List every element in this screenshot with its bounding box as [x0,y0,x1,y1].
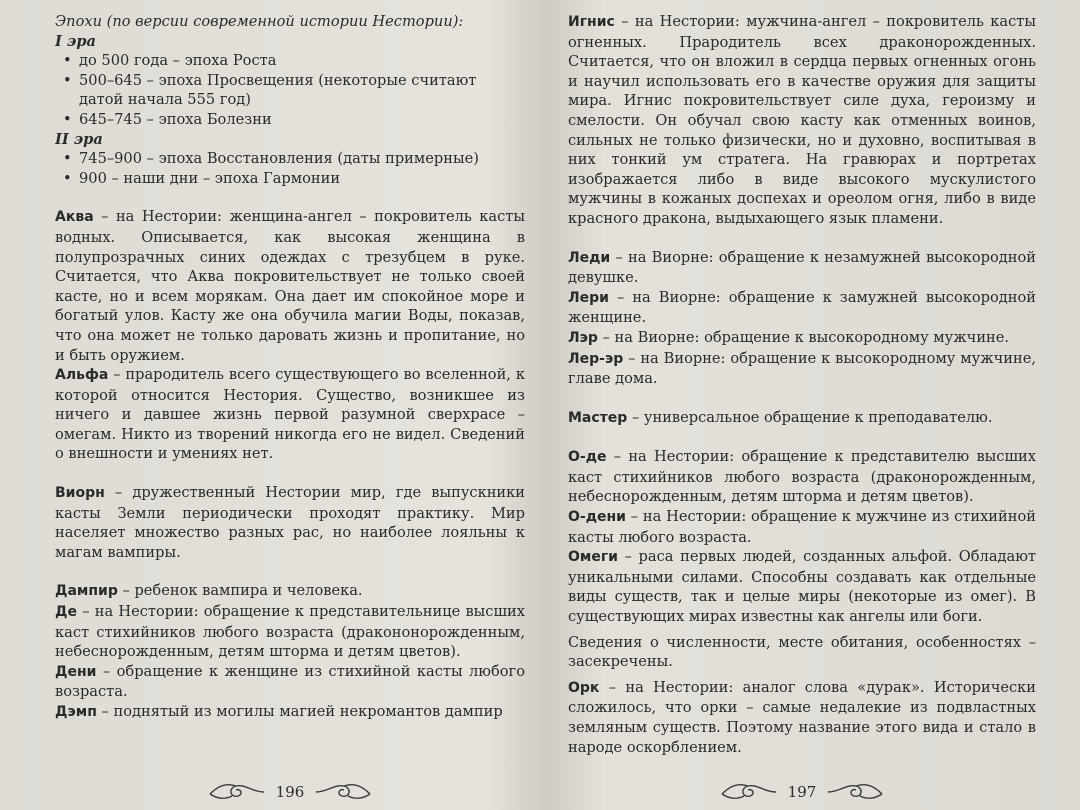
entry-term: Лери [568,289,609,306]
glossary-entry [568,678,1036,757]
entry-term: Игнис [568,14,615,30]
entry-text: – на Нестории: женщина-ангел – покровитель касты водных. Описывается, как высокая женщина в полупрозрачных синих одеждах с трезубцем в руке. Считается, что Аква покровительствует не только своей касте, но и всем морякам. Она дает им спокойное море и богатый улов. Касту же она обучила магии Воды, показав, что она может не только даровать жизнь и пропитание, но и быть оружием. [55,208,525,364]
entry-term: Мастер [568,409,628,426]
glossary-entry [568,447,1036,507]
glossary-entry [568,507,1036,547]
entry-text: – ребенок вампира и человека. [117,582,363,600]
glossary-entry [55,483,525,562]
entry-text: – на Виорне: обращение к замужней высокородной женщине. [568,288,1036,327]
entry-term: Аква [55,209,94,226]
entry-text: – на Нестории: аналог слова «дурак». Исторически сложилось, что орки – самые недалекие из подвластных земляным существ. Поэтому название этого вида и стало в народе оскорблением. [568,678,1036,756]
page-footer [55,780,525,804]
entry-text: – поднятый из могилы магией некромантов дампир [96,703,503,720]
flourish-ornament-left [206,780,266,804]
glossary-entry [568,349,1036,389]
entry-text: – на Нестории: обращение к представителю высших каст стихийников любого возраста (драконорожденным, небеснорожденным, детям шторма и детям цветов). [568,448,1036,506]
glossary-entry [568,328,1036,349]
glossary-entry [568,248,1036,288]
entry-term: Лэр [568,329,598,346]
entry-term: О-де [568,449,607,466]
entry-term: Дэмп [55,704,97,720]
entry-text: Сведения о численности, месте обитания, особенностях – засекречены. [568,633,1036,671]
glossary-entry [55,702,525,723]
left-page [55,0,525,810]
era-1-heading: I эра [55,32,96,50]
entry-term: Лер-эр [568,350,624,367]
list-item: • 500–645 – эпоха Просвещения (некоторые считают датой начала 555 год) [79,71,525,110]
entry-term: Альфа [55,367,109,384]
entry-text: – на Виорне: обращение к высокородному мужчине. [597,328,1010,346]
entry-term: Дени [55,663,97,680]
era-2-list [59,149,525,188]
entry-text: – прародитель всего существующего во вселенной, к которой относится Нестория. Существо, возникшее из ничего и давшее жизнь первой разумной сверхрасе – омегам. Никто из творений никогда его не видел. Сведений о внешности и умениях нет. [55,366,525,463]
glossary-entry [55,581,525,602]
epochs-title: Эпохи (по версии современной истории Нестории): [55,13,464,30]
list-item: • 745–900 – эпоха Восстановления (даты примерные) [79,149,525,169]
glossary-entry [568,408,1036,429]
page-number: 196 [275,783,305,801]
glossary-entry [568,547,1036,626]
entry-text: – дружественный Нестории мир, где выпускники касты Земли периодически проходят практику. Мир населяет множество разных рас, но наиболее лояльны к магам вампиры. [55,484,525,561]
entry-text: – на Нестории: мужчина-ангел – покровитель касты огненных. Прародитель всех драконорожденных. Считается, что он вложил в сердца первых огненных огонь и научил использовать его в качестве оружия для защиты мира. Игнис покровительствует силе духа, героизму и смелости. Он обучал свою касту как отменных воинов, сильных не только физически, но и духовно, воспитывая в них тонкий ум стратега. На гравюрах и портретах изображается либо в виде высокого мускулистого мужчины в кожаных доспехах и ореолом огня, либо в виде красного дракона, выдыхающего язык пламени. [568,13,1036,227]
list-item: • 900 – наши дни – эпоха Гармонии [79,169,525,189]
flourish-ornament-left [718,780,778,804]
era-1-list [59,51,525,129]
entry-text: – на Виорне: обращение к высокородному мужчине, главе дома. [568,349,1036,388]
glossary-entry [55,207,525,365]
page-number: 197 [787,783,817,801]
entry-text: – универсальное обращение к преподавателю. [627,408,993,426]
entry-term: Леди [568,249,611,266]
entry-text: – на Нестории: обращение к мужчине из стихийной касты любого возраста. [568,508,1036,546]
entry-term: О-дени [568,509,626,526]
entry-text: – раса первых людей, созданных альфой. Обладают уникальными силами. Способны создавать как отдельные виды существ, так и целые миры (некоторые из омег). В существующих мирах известны как ангелы или боги. [568,548,1036,626]
entry-term: Орк [568,679,600,696]
entry-term: Омеги [568,549,618,566]
glossary-note [568,633,1036,672]
glossary-entry [55,365,525,464]
entry-text: – на Нестории: обращение к представительнице высших каст стихийников любого возраста (дракононорожденным, небеснорожденным, детям шторма и детям цветов). [55,603,525,661]
page-footer [568,780,1036,804]
flourish-ornament-right [826,780,886,804]
entry-text: – обращение к женщине из стихийной касты любого возраста. [55,662,525,701]
right-page [568,0,1036,810]
entry-term: Де [55,604,77,621]
glossary-entry [55,662,525,702]
glossary-entry [55,602,525,662]
glossary-entry [568,288,1036,328]
entry-text: – на Виорне: обращение к незамужней высокородной девушке. [568,248,1036,287]
entry-term: Виорн [55,485,105,502]
list-item: • 645–745 – эпоха Болезни [79,110,525,130]
list-item: • до 500 года – эпоха Роста [79,51,525,71]
flourish-ornament-right [314,780,374,804]
glossary-entry [568,12,1036,229]
entry-term: Дампир [55,583,118,600]
era-2-heading: II эра [55,130,103,148]
